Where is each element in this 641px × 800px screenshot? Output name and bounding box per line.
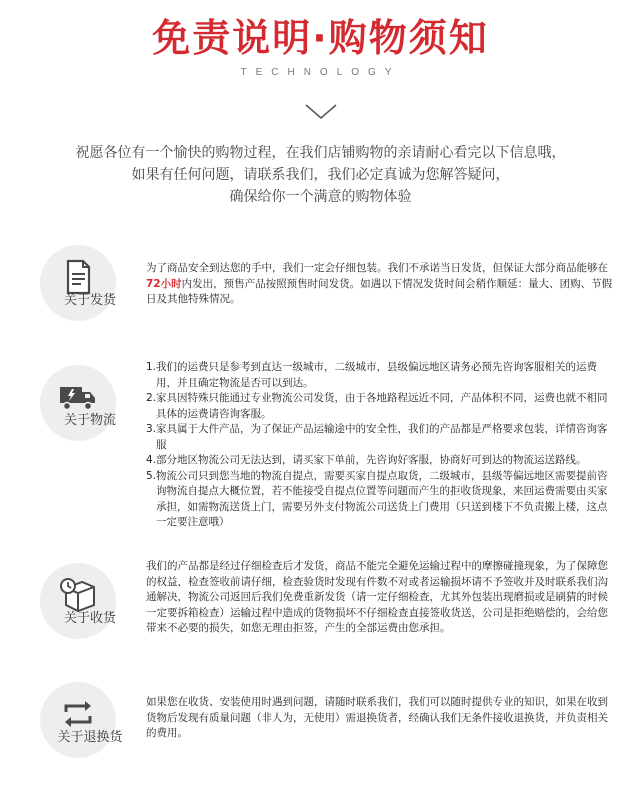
shipping-text xyxy=(146,261,616,308)
list-num: 5. xyxy=(146,469,157,482)
shipping-highlight: 72小时 xyxy=(146,277,182,290)
list-text: 部分地区物流公司无法达到，请买家下单前，先咨询好客服，协商好可到达的物流运送路线。 xyxy=(156,454,587,466)
intro-line: 祝愿各位有一个愉快的购物过程，在我们店铺购物的亲请耐心看完以下信息哦， xyxy=(75,145,566,161)
list-text: 我们的运费只是参考到直达一级城市，二级城市，县级偏远地区请务必预先咨询客服相关的运费用，并且确定物流是否可以到达。 xyxy=(156,361,597,389)
list-num: 4. xyxy=(146,454,157,466)
section-logistics xyxy=(28,361,613,528)
returns-paragraph: 如果您在收货、安装使用时遇到问题，请随时联系我们，我们可以随时提供专业的知识，如果在收到货物后发现有质量问题（非人为，无使用）需退换货者，经确认我们无条件接收退换货，并负责相关的费用。 xyxy=(146,696,608,739)
shipping-text-before: 为了商品安全到达您的手中，我们一定会仔细包装。我们不承诺当日发货，但保证大部分商品能够在 xyxy=(146,262,608,274)
list-item xyxy=(146,453,616,469)
logistics-icon-circle xyxy=(40,365,116,441)
list-num: 1. xyxy=(146,361,157,373)
section-shipping xyxy=(28,245,613,335)
chevron-down-icon xyxy=(304,103,338,121)
returns-icon-circle xyxy=(40,682,123,758)
receiving-text xyxy=(146,559,616,637)
list-item xyxy=(146,360,616,391)
returns-text xyxy=(146,695,616,742)
list-item xyxy=(146,469,616,531)
list-num: 2. xyxy=(146,392,157,404)
receiving-icon-circle xyxy=(40,563,116,639)
intro-line: 如果有任何问题，请联系我们，我们必定真诚为您解答疑问， xyxy=(131,167,510,183)
list-num: 3. xyxy=(146,423,157,435)
shipping-text-after: 内发出，预售产品按照预售时间发货。如遇以下情况发货时间会稍作顺延：量大、团购、节假日及其他特殊情况。 xyxy=(146,277,613,305)
intro-text xyxy=(0,142,641,208)
page-title: 免责说明·购物须知 xyxy=(152,16,489,60)
logistics-list xyxy=(146,360,616,531)
list-item xyxy=(146,422,616,453)
list-text: 物流公司只到您当地的物流自提点，需要买家自提点取货，二级城市，县级等偏远地区需要提前咨询物流自提点大概位置，若不能接受自提点位置等问题而产生的拒收货现象，来回运费需要由买家承担，如需物流送货上门，需要另外支付物流公司送货上门费用（只送到楼下不负责搬上楼，这点一定要注意哦） xyxy=(156,469,608,528)
section-returns xyxy=(28,682,613,772)
shipping-label: 关于发货 xyxy=(63,293,116,308)
intro-line: 确保给你一个满意的购物体验 xyxy=(229,189,412,205)
receiving-paragraph: 我们的产品都是经过仔细检查后才发货，商品不能完全避免运输过程中的摩擦碰撞现象，为了保障您的权益，检查签收前请仔细，检查验货时发现有件数不对或者运输损坏请不予签收并及时联系我们沟通解决，物流公司返回后我们免费重新发货（请一定仔细检查，尤其外包装出现磨损或是刷猜的时候一定要拆箱检查）运输过程中造成的货物损坏不仔细检查直接签收货送，公司是拒绝赔偿的，会给您带来不必要的损失，如您无理由拒签，产生的全部运费由您承担。 xyxy=(146,560,608,634)
list-text: 家具属于大件产品，为了保证产品运输途中的安全性，我们的产品都是严格要求包装，详情咨询客服 xyxy=(156,423,608,451)
logistics-label: 关于物流 xyxy=(63,413,116,428)
shipping-icon-circle xyxy=(40,245,116,321)
section-receiving xyxy=(28,560,613,663)
receiving-label: 关于收货 xyxy=(63,611,116,626)
list-item xyxy=(146,391,616,422)
list-text: 家具因特殊只能通过专业物流公司发货，由于各地路程远近不同，产品体积不同，运费也就不相同具体的运费请咨询客服。 xyxy=(156,392,608,420)
returns-label: 关于退换货 xyxy=(57,730,123,745)
page-subtitle: TECHNOLOGY xyxy=(240,67,401,78)
